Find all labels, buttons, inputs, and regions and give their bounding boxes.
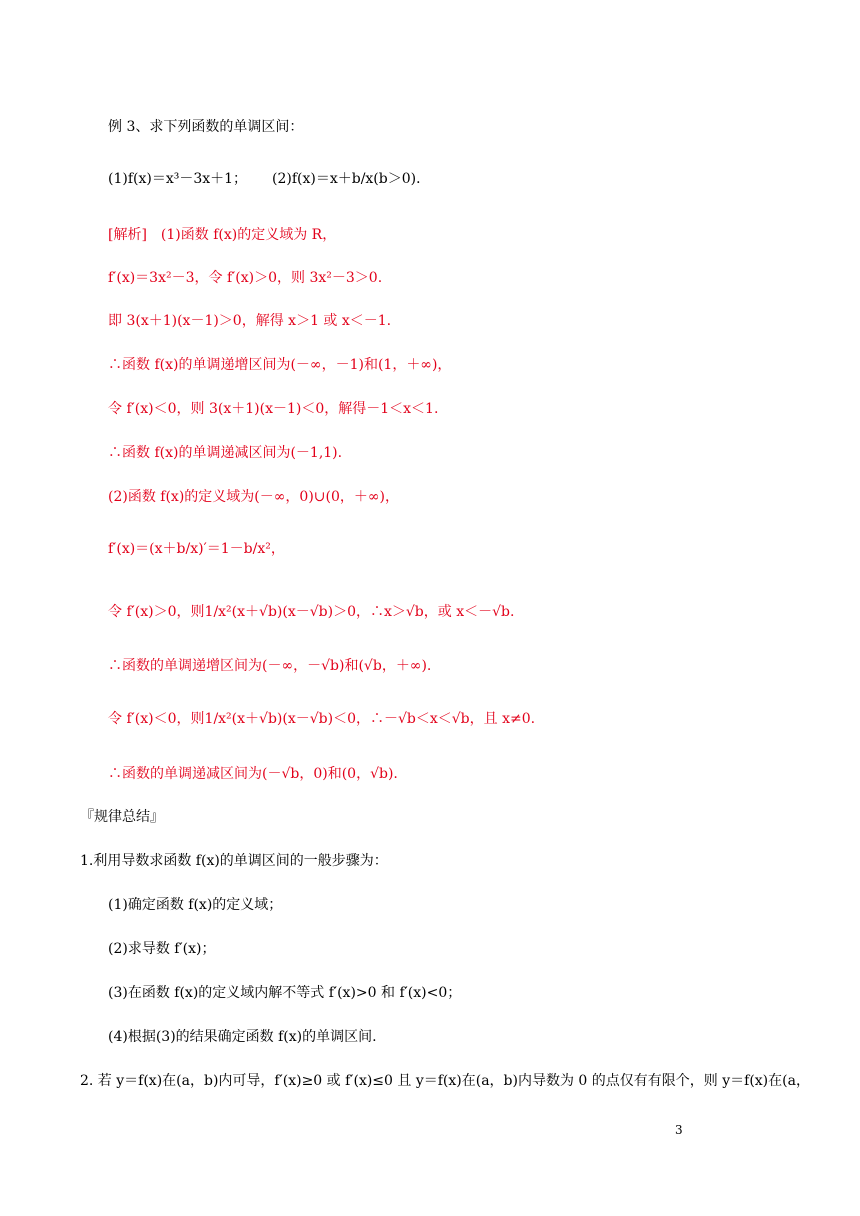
example-title: 例 3、求下列函数的单调区间：: [108, 119, 304, 135]
summary-step: (4)根据(3)的结果确定函数 f(x)的单调区间.: [108, 1029, 377, 1045]
page-number: 3: [675, 1123, 683, 1137]
summary-step: (2)求导数 f′(x)；: [108, 941, 216, 957]
solution-line: f′(x)＝3x²－3，令 f′(x)＞0，则 3x²－3＞0.: [108, 270, 383, 286]
solution-line: ∴函数的单调递减区间为(－√b，0)和(0，√b).: [108, 766, 398, 782]
summary-point-1: 1.利用导数求函数 f(x)的单调区间的一般步骤为：: [80, 853, 388, 869]
problem-1: (1)f(x)＝x³－3x＋1；: [108, 171, 248, 187]
problem-2: (2)f(x)＝x＋b/x(b＞0)．: [272, 171, 431, 187]
solution-line: 即 3(x＋1)(x－1)＞0，解得 x＞1 或 x＜－1.: [108, 313, 392, 329]
solution-line: 令 f′(x)＜0，则1/x²(x＋√b)(x－√b)＜0，∴－√b＜x＜√b，且 x≠0.: [108, 711, 536, 727]
solution-line: [解析] (1)函数 f(x)的定义域为 R，: [108, 227, 337, 243]
solution-line: ∴函数 f(x)的单调递增区间为(－∞，－1)和(1，＋∞)，: [108, 357, 452, 373]
solution-line: 令 f′(x)＞0，则1/x²(x＋√b)(x－√b)＞0，∴x＞√b，或 x＜－√b.: [108, 604, 515, 620]
solution-line: ∴函数的单调递增区间为(－∞，－√b)和(√b，＋∞).: [108, 658, 432, 674]
solution-line: ∴函数 f(x)的单调递减区间为(－1,1).: [108, 445, 343, 461]
summary-step: (3)在函数 f(x)的定义域内解不等式 f′(x)>0 和 f′(x)<0；: [108, 985, 462, 1001]
solution-line: (2)函数 f(x)的定义域为(－∞，0)∪(0，＋∞)，: [108, 489, 399, 505]
summary-heading: 『规律总结』: [80, 809, 164, 825]
solution-line: 令 f′(x)＜0，则 3(x＋1)(x－1)＜0，解得－1＜x＜1.: [108, 401, 439, 417]
summary-point-2: 2. 若 y＝f(x)在(a，b)内可导，f′(x)≥0 或 f′(x)≤0 且 y＝f(x)在(a，b)内导数为 0 的点仅有有限个，则 y＝f(x)在(a，: [80, 1073, 810, 1089]
summary-step: (1)确定函数 f(x)的定义域；: [108, 897, 283, 913]
solution-line: f′(x)＝(x＋b/x)′＝1－b/x²，: [108, 541, 285, 557]
